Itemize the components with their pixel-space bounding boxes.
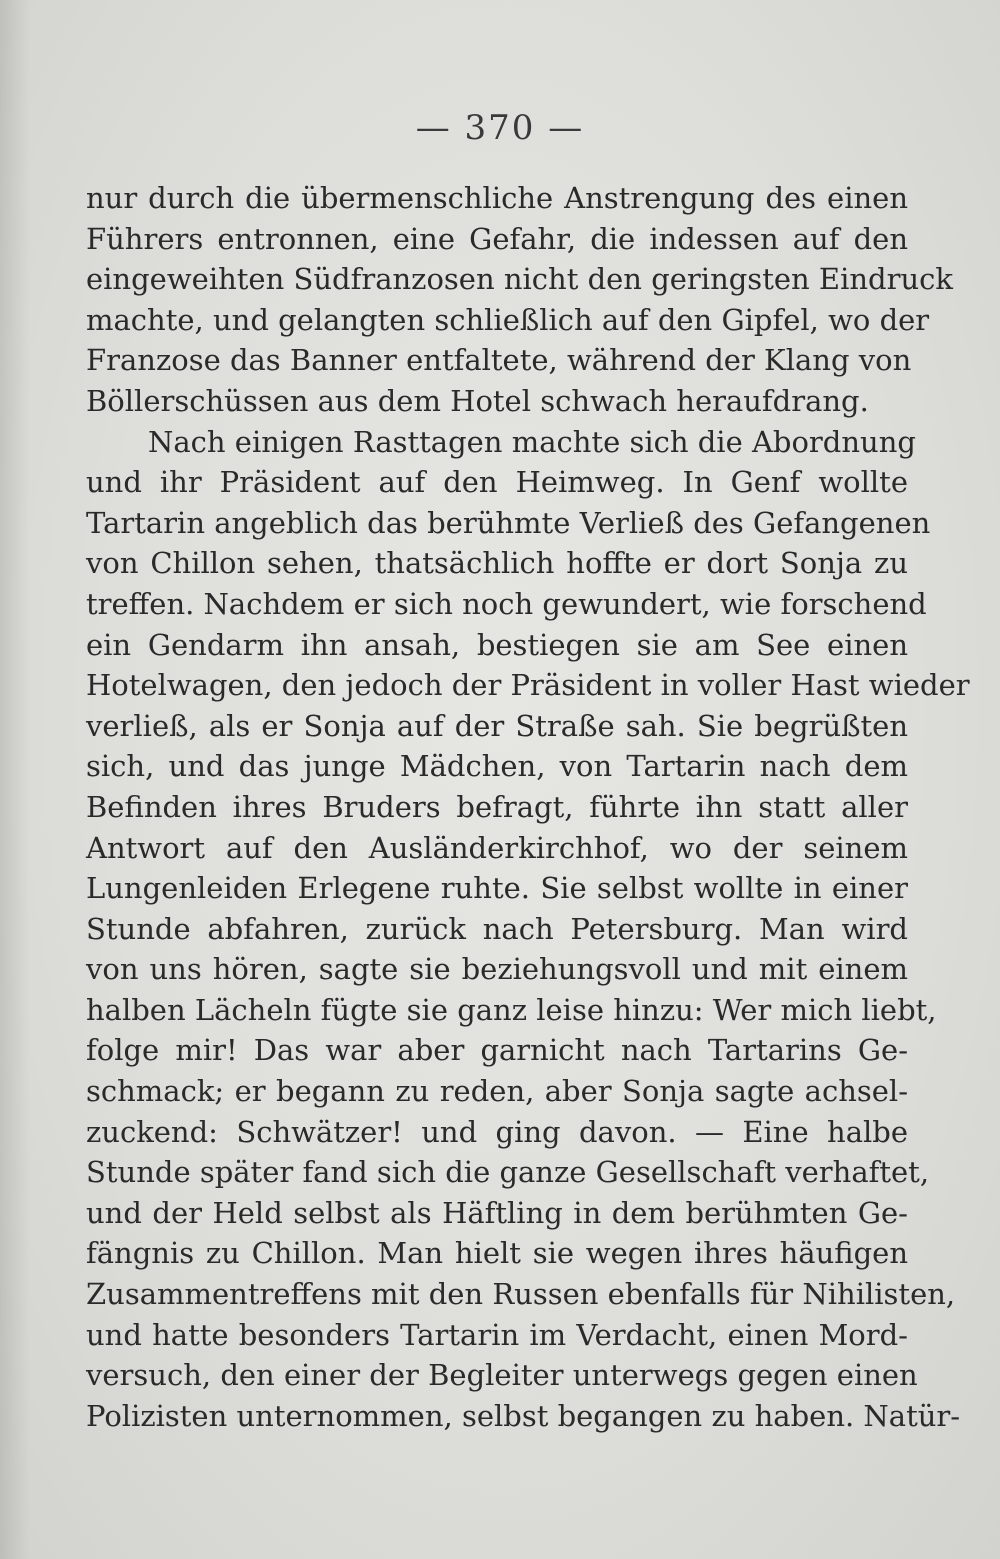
- text-line: nur durch die übermenschliche Anstrengung des einen: [86, 181, 908, 215]
- text-line: Tartarin angeblich das berühmte Verließ des Gefangenen: [86, 505, 931, 540]
- text-line: Stunde später fand sich die ganze Gesellschaft verhaftet,: [86, 1155, 930, 1190]
- text-line: und hatte besonders Tartarin im Verdacht, einen Mord-: [86, 1317, 908, 1352]
- text-line: Antwort auf den Ausländerkirchhof, wo der seinem: [86, 830, 908, 865]
- text-line: fängnis zu Chillon. Man hielt sie wegen ihres häufigen: [86, 1236, 908, 1271]
- text-line: ein Gendarm ihn ansah, bestiegen sie am See einen: [86, 627, 908, 662]
- text-line: von Chillon sehen, thatsächlich hoffte er dort Sonja zu: [86, 546, 908, 581]
- text-line: Franzose das Banner entfaltete, während der Klang von: [86, 343, 912, 378]
- text-line: machte, und gelangten schließlich auf den Gipfel, wo der: [86, 302, 930, 337]
- text-line: zuckend: Schwätzer! und ging davon. — Eine halbe: [86, 1114, 908, 1149]
- text-line: Befinden ihres Bruders befragt, führte ihn statt aller: [86, 789, 908, 824]
- text-line: Nach einigen Rasttagen machte sich die Abordnung: [148, 424, 916, 459]
- page-number: — 370 —: [415, 108, 585, 148]
- text-line: Führers entronnen, eine Gefahr, die indessen auf den: [86, 221, 908, 256]
- text-line: von uns hören, sagte sie beziehungsvoll und mit einem: [86, 952, 908, 987]
- text-line: Zusammentreffens mit den Russen ebenfalls für Nihilisten,: [86, 1277, 956, 1312]
- text-line: sich, und das junge Mädchen, von Tartarin nach dem: [86, 749, 908, 784]
- text-line: verließ, als er Sonja auf der Straße sah. Sie begrüßten: [86, 708, 908, 743]
- body-text: [86, 178, 970, 1436]
- text-line: halben Lächeln fügte sie ganz leise hinzu: Wer mich liebt,: [86, 992, 937, 1027]
- text-line: treffen. Nachdem er sich noch gewundert, wie forschend: [86, 586, 927, 621]
- text-line: und der Held selbst als Häftling in dem berühmten Ge-: [86, 1195, 908, 1230]
- text-line: Lungenleiden Erlegene ruhte. Sie selbst wollte in einer: [86, 871, 908, 906]
- text-line: schmack; er begann zu reden, aber Sonja sagte achsel-: [86, 1074, 908, 1109]
- text-line: eingeweihten Südfranzosen nicht den geringsten Eindruck: [86, 262, 953, 297]
- text-line: folge mir! Das war aber garnicht nach Tartarins Ge-: [86, 1033, 908, 1068]
- text-line: versuch, den einer der Begleiter unterwegs gegen einen: [86, 1358, 918, 1393]
- text-line: Böllerschüssen aus dem Hotel schwach heraufdrang.: [86, 383, 869, 418]
- text-line: und ihr Präsident auf den Heimweg. In Genf wollte: [86, 465, 908, 500]
- page-gutter-shadow: [0, 0, 30, 1559]
- text-line: Hotelwagen, den jedoch der Präsident in voller Hast wieder: [86, 668, 970, 703]
- text-line: Polizisten unternommen, selbst begangen zu haben. Natür-: [86, 1398, 961, 1433]
- text-line: Stunde abfahren, zurück nach Petersburg. Man wird: [86, 911, 908, 946]
